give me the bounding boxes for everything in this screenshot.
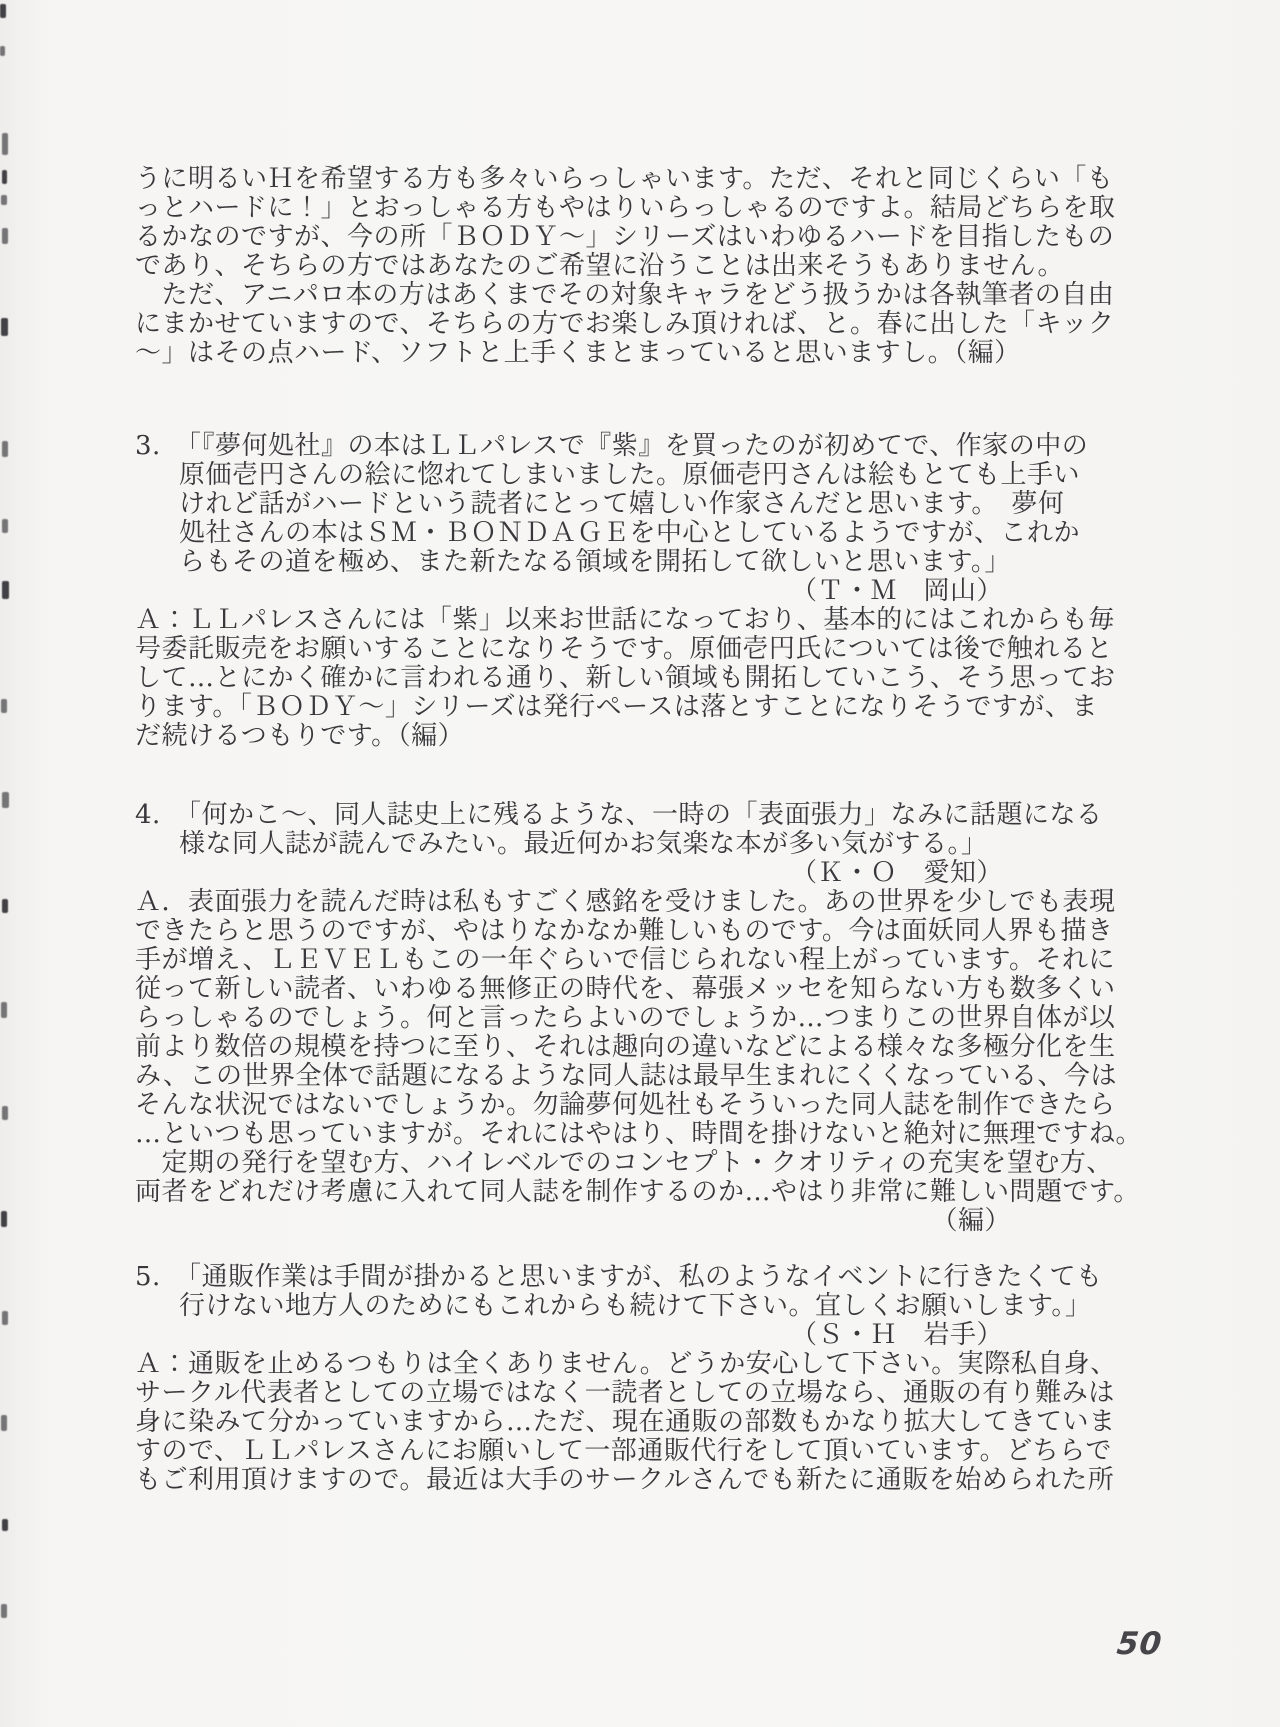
scan-mark	[1, 1002, 7, 1018]
scan-mark	[2, 441, 8, 457]
text-line: して…とにかく確かに言われる通り、新しい領域も開拓していこう、そう思ってお	[135, 663, 1116, 693]
text-line: ただ、アニパロ本の方はあくまでその対象キャラをどう扱うかは各執筆者の自由	[135, 280, 1115, 310]
scan-mark	[1, 1211, 7, 1227]
text-line: 前より数倍の規模を持つに至り、それは趣向の違いなどによる様々な多極分化を生	[135, 1032, 1116, 1062]
page-number: 50	[1114, 1626, 1164, 1662]
text-line: 様な同人誌が読んでみたい。最近何かお気楽な本が多い気がする。」	[179, 829, 988, 859]
text-line: らっしゃるのでしょう。何と言ったらよいのでしょうか…つまりこの世界自体が以	[135, 1003, 1116, 1033]
scan-mark	[2, 170, 7, 184]
text-line: そんな状況ではないでしょうか。勿論夢何処社もそういった同人誌を制作できたら	[135, 1090, 1116, 1120]
text-line: 身に染みて分かっていますから…ただ、現在通販の部数もかなり拡大してきていま	[135, 1407, 1116, 1437]
text-line: っとハードに！」とおっしゃる方もやはりいらっしゃるのですよ。結局どちらを取	[135, 193, 1116, 223]
answer-paragraph	[135, 887, 1143, 1207]
text-line: サークル代表者としての立場ではなく一読者としての立場なら、通販の有り難みは	[135, 1378, 1115, 1408]
qa-section-3	[135, 431, 1116, 751]
scan-mark	[2, 581, 9, 599]
question-continuation	[135, 830, 1045, 859]
text-line: …といつも思っていますが。それにはやはり、時間を掛けないと絶対に無理ですね。	[135, 1119, 1143, 1149]
text-line: み、この世界全体で話題になるような同人誌は最早生まれにくくなっている、今は	[135, 1061, 1118, 1091]
question-first-line	[135, 431, 1089, 461]
question-text: 「通販作業は手間が掛かると思いますが、私のようなイベントに行きたくても	[175, 1262, 1103, 1292]
text-line: 行けない地方人のためにもこれからも続けて下さい。宜しくお願いします。」	[179, 1291, 1092, 1321]
scan-mark	[0, 4, 6, 18]
scan-mark	[2, 228, 8, 244]
scan-mark	[2, 519, 8, 533]
scan-mark	[2, 1311, 8, 1325]
text-line: Ａ．表面張力を読んだ時は私もすごく感銘を受けました。あの世界を少しでも表現	[135, 887, 1116, 917]
attribution: （Ｋ・Ｏ 愛知）	[790, 858, 1003, 888]
scan-mark	[1, 195, 7, 205]
question-text: 「『夢何処社』の本はＬＬパレスで『紫』を買ったのが初めてで、作家の中の	[175, 431, 1089, 461]
scan-mark	[2, 133, 8, 155]
text-line: ります。「ＢＯＤＹ～」シリーズは発行ペースは落とすことになりそうですが、ま	[135, 692, 1098, 722]
qa-section-5	[135, 1262, 1117, 1495]
text-line: だ続けるつもりです。（編）	[135, 721, 465, 751]
question-number: 4.	[135, 800, 161, 830]
answer-paragraph	[135, 605, 1116, 751]
question-continuation	[135, 460, 1081, 577]
text-line: できたらと思うのですが、やはりなかなか難しいものです。今は面妖同人界も描き	[135, 916, 1114, 946]
text-line: にまかせていますので、そちらの方でお楽しみ頂ければ、と。春に出した「キック	[135, 309, 1115, 339]
text-line: すので、ＬＬパレスさんにお願いして一部通販代行をして頂いています。どちらで	[135, 1436, 1112, 1466]
text-line: るかなのですが、今の所「ＢＯＤＹ～」シリーズはいわゆるハードを目指したもの	[135, 222, 1115, 252]
question-first-line	[135, 1262, 1103, 1292]
text-line: 定期の発行を望む方、ハイレベルでのコンセプト・クオリティの充実を望む方、	[135, 1148, 1113, 1178]
scan-mark	[1, 1415, 7, 1431]
scan-mark	[0, 46, 5, 56]
text-column	[135, 0, 1143, 1495]
text-line: 手が増え、ＬＥＶＥＬもこの一年ぐらいで信じられない程上がっています。それに	[135, 945, 1115, 975]
text-line: うに明るいＨを希望する方も多々いらっしゃいます。ただ、それと同じくらい「も	[135, 164, 1114, 194]
question-continuation	[135, 1291, 1092, 1321]
scan-mark	[2, 899, 8, 913]
question-number: 3.	[135, 431, 161, 461]
question-text: 「何かこ～、同人誌史上に残るような、一時の「表面張力」なみに話題になる	[175, 800, 1103, 830]
intro-paragraph	[135, 164, 1116, 368]
text-line: らもその道を極め、また新たなる領域を開拓して欲しいと思います。」	[179, 547, 1011, 577]
text-line: 両者をどれだけ考慮に入れて同人誌を制作するのか…やはり非常に難しい問題です。	[135, 1177, 1140, 1207]
text-line: 従って新しい読者、いわゆる無修正の時代を、幕張メッセを知らない方も数多くい	[135, 974, 1116, 1004]
answer-paragraph	[135, 1349, 1117, 1495]
qa-section-4	[135, 800, 1143, 1236]
text-line: Ａ：ＬＬパレスさんには「紫」以来お世話になっており、基本的にはこれからも毎	[135, 605, 1115, 635]
scan-mark	[1, 1604, 7, 1618]
text-line: けれど話がハードという読者にとって嬉しい作家さんだと思います。 夢何	[179, 489, 1065, 519]
question-first-line	[135, 800, 1103, 830]
scan-mark	[1, 699, 7, 713]
scan-mark	[2, 1106, 8, 1120]
question-number: 5.	[135, 1262, 161, 1292]
scan-mark	[1, 318, 8, 336]
text-line: 処社さんの本はＳＭ・ＢＯＮＤＡＧＥを中心としているようですが、これか	[179, 518, 1081, 548]
editor-sign: （編）	[931, 1206, 1011, 1236]
text-line: 原価壱円さんの絵に惚れてしまいました。原価壱円さんは絵もとても上手い	[179, 460, 1081, 490]
scan-mark	[2, 792, 9, 808]
attribution: （Ｓ・Ｈ 岩手）	[790, 1320, 1003, 1350]
scan-mark	[2, 1519, 8, 1531]
text-line: Ａ：通販を止めるつもりは全くありません。どうか安心して下さい。実際私自身、	[135, 1349, 1117, 1379]
text-line: であり、そちらの方ではあなたのご希望に沿うことは出来そうもありません。	[135, 251, 1065, 281]
attribution: （Ｔ・Ｍ 岡山）	[790, 576, 1003, 606]
text-line: もご利用頂けますので。最近は大手のサークルさんでも新たに通販を始められた所	[135, 1465, 1115, 1495]
text-line: 号委託販売をお願いすることになりそうです。原価壱円氏については後で触れると	[135, 634, 1113, 664]
text-line: ～」はその点ハード、ソフトと上手くまとまっていると思いますし。（編）	[135, 338, 1021, 368]
